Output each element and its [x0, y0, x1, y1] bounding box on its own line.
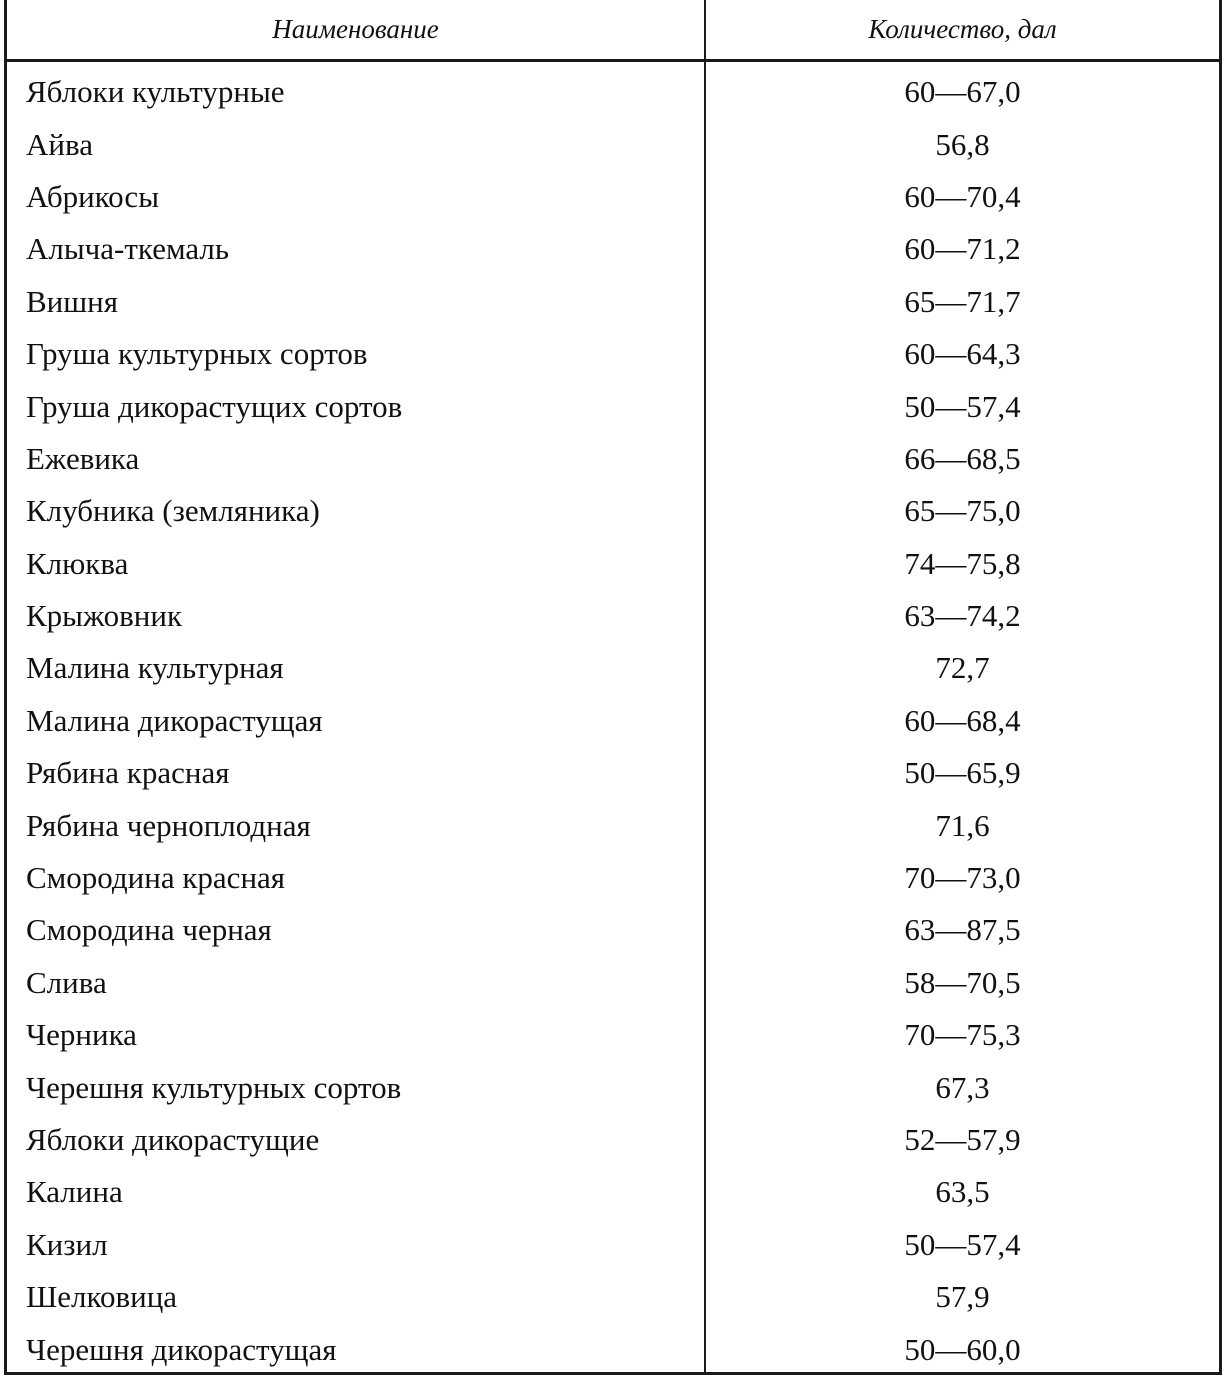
row-name: Рябина черноплодная	[26, 807, 311, 843]
table-row	[7, 695, 1219, 747]
row-quantity: 56,8	[935, 126, 990, 162]
row-quantity: 63—74,2	[904, 598, 1021, 634]
row-quantity: 65—75,0	[904, 493, 1021, 529]
table-row	[7, 538, 1219, 590]
row-name: Клубника (земляника)	[26, 493, 320, 529]
row-quantity: 66—68,5	[904, 440, 1021, 476]
table-row	[7, 380, 1219, 432]
table-row	[7, 1114, 1219, 1166]
row-quantity: 63—87,5	[904, 912, 1021, 948]
row-name: Слива	[26, 964, 107, 1000]
row-name: Ежевика	[26, 440, 140, 476]
row-name: Черешня культурных сортов	[26, 1069, 402, 1105]
data-table	[4, 0, 1222, 1375]
row-quantity: 50—65,9	[904, 755, 1021, 791]
row-quantity: 70—73,0	[904, 860, 1021, 896]
table-header	[7, 0, 1219, 62]
row-quantity: 57,9	[935, 1279, 990, 1315]
table-row	[7, 1061, 1219, 1113]
row-quantity: 50—57,4	[904, 388, 1021, 424]
row-quantity: 74—75,8	[904, 545, 1021, 581]
row-name: Рябина красная	[26, 755, 230, 791]
row-quantity: 72,7	[935, 650, 990, 686]
table-row	[7, 747, 1219, 799]
row-name: Шелковица	[26, 1279, 178, 1315]
table-row	[7, 1166, 1219, 1218]
table-row	[7, 1219, 1219, 1271]
row-quantity: 60—68,4	[904, 702, 1021, 738]
table-row	[7, 590, 1219, 642]
row-quantity: 52—57,9	[904, 1122, 1021, 1157]
row-quantity: 60—71,2	[904, 231, 1021, 267]
row-quantity: 67,3	[935, 1069, 990, 1105]
row-name: Черешня дикорастущая	[26, 1331, 337, 1367]
row-name: Малина дикорастущая	[26, 702, 323, 738]
row-name: Крыжовник	[26, 598, 183, 634]
row-quantity: 58—70,5	[904, 964, 1021, 1000]
row-name: Яблоки дикорастущие	[26, 1122, 320, 1157]
table-row	[7, 957, 1219, 1009]
row-quantity: 60—67,0	[904, 74, 1021, 110]
row-name: Абрикосы	[26, 178, 160, 214]
table-row	[7, 118, 1219, 170]
table-body	[7, 66, 1219, 1376]
table-row	[7, 223, 1219, 275]
row-quantity: 50—57,4	[904, 1226, 1021, 1262]
row-quantity: 60—64,3	[904, 336, 1021, 372]
row-name: Айва	[26, 126, 93, 162]
row-name: Смородина черная	[26, 912, 272, 948]
row-name: Яблоки культурные	[26, 74, 285, 110]
row-name: Вишня	[26, 283, 118, 319]
row-name: Черника	[26, 1017, 137, 1053]
table-row	[7, 904, 1219, 956]
table-row	[7, 328, 1219, 380]
table-row	[7, 276, 1219, 328]
table-row	[7, 433, 1219, 485]
row-quantity: 65—71,7	[904, 283, 1021, 319]
row-name: Алыча-ткемаль	[26, 231, 229, 267]
table-row	[7, 1009, 1219, 1061]
table-row	[7, 852, 1219, 904]
row-quantity: 50—60,0	[904, 1331, 1021, 1367]
table-row	[7, 799, 1219, 851]
row-quantity: 63,5	[935, 1174, 990, 1210]
table-row	[7, 1271, 1219, 1323]
row-name: Смородина красная	[26, 860, 286, 896]
row-name: Калина	[26, 1174, 123, 1210]
table-row	[7, 642, 1219, 694]
header-name: Наименование	[272, 14, 439, 44]
row-name: Груша дикорастущих сортов	[26, 388, 403, 424]
row-quantity: 71,6	[935, 807, 990, 843]
row-quantity: 60—70,4	[904, 178, 1021, 214]
row-name: Клюква	[26, 545, 129, 581]
table-row	[7, 485, 1219, 537]
row-name: Груша культурных сортов	[26, 336, 368, 372]
table-row	[7, 171, 1219, 223]
table-row	[7, 66, 1219, 118]
table-row	[7, 1323, 1219, 1375]
row-quantity: 70—75,3	[904, 1017, 1021, 1053]
row-name: Малина культурная	[26, 650, 284, 686]
row-name: Кизил	[26, 1226, 108, 1262]
header-quantity: Количество, дал	[868, 14, 1057, 44]
